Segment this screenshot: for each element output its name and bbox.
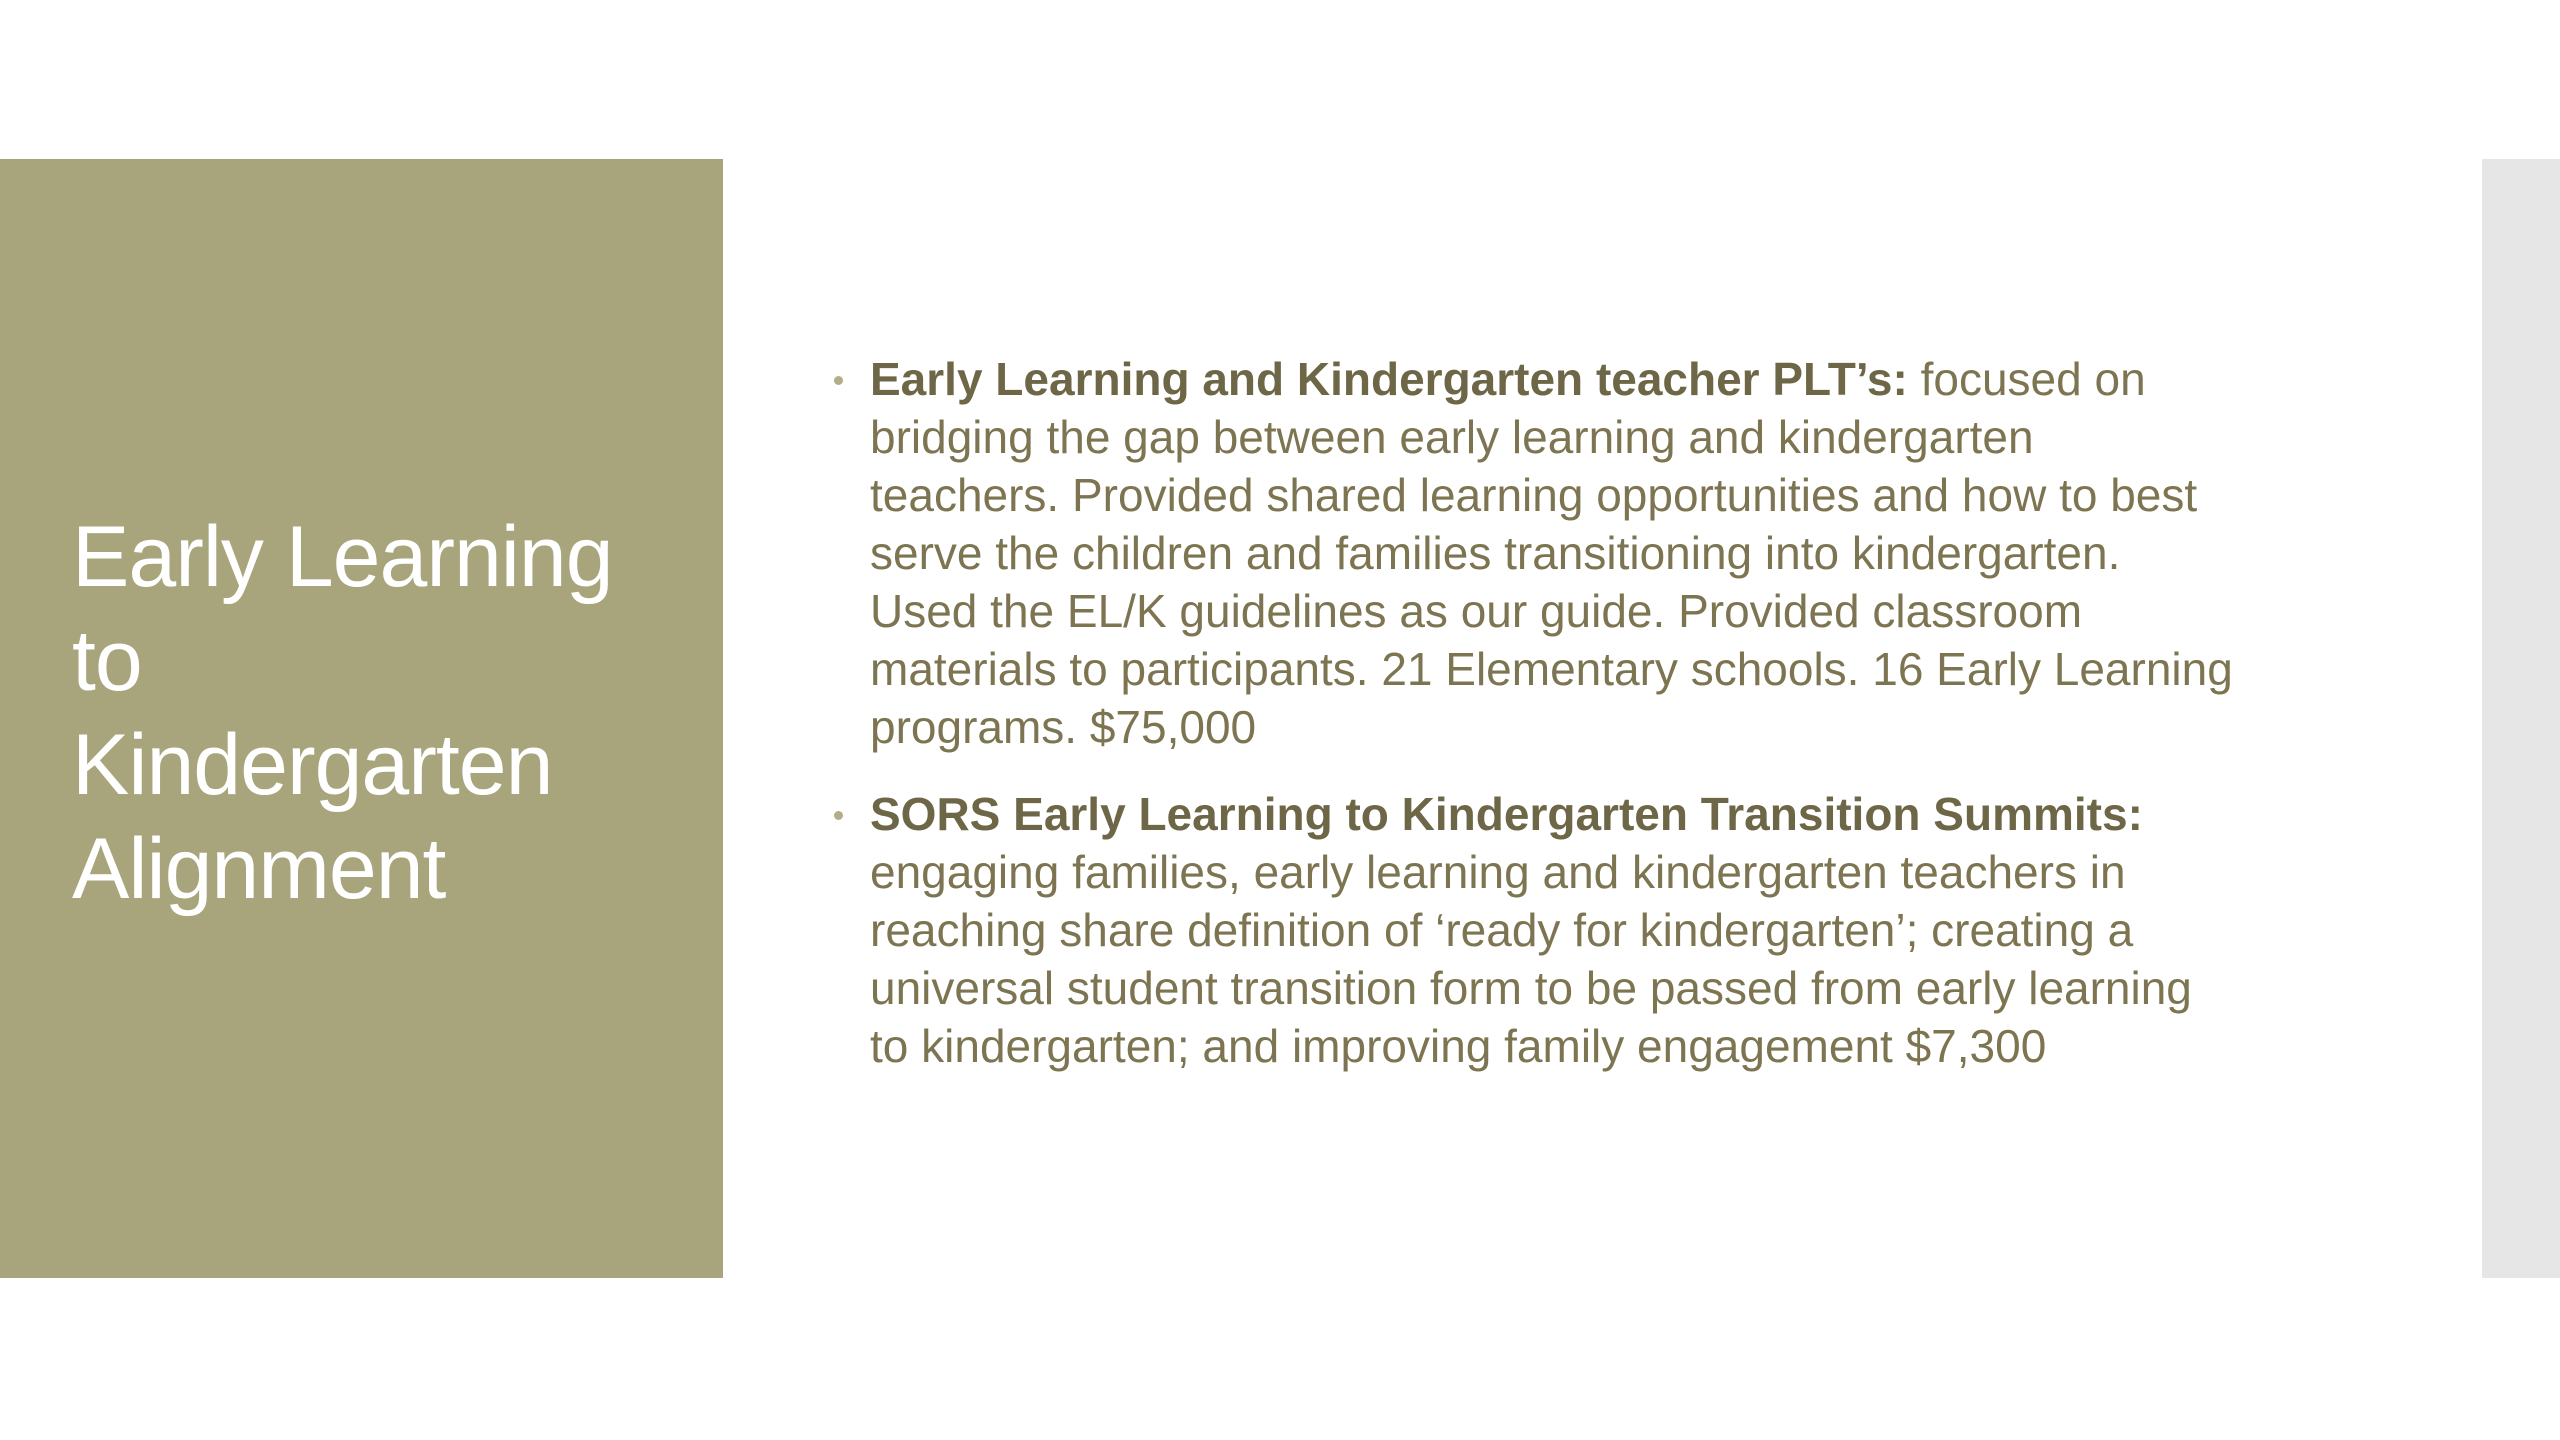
slide-title <box>72 505 692 921</box>
bullet-text-line: programs. $75,000 <box>870 701 1257 753</box>
bullet-heading: SORS Early Learning to Kindergarten Transition Summits: <box>870 788 2143 840</box>
bullet-dot-icon <box>834 376 843 385</box>
content-area <box>820 350 2380 1104</box>
bullet-item-plt <box>820 350 2380 756</box>
bullet-text-line: engaging families, early learning and kindergarten teachers in <box>870 846 2126 898</box>
bullet-first-line <box>870 785 2380 843</box>
bullet-text-line: bridging the gap between early learning and kindergarten <box>870 411 2034 463</box>
title-line: Early Learning <box>72 509 613 605</box>
title-line: Alignment <box>72 821 446 917</box>
bullet-heading: Early Learning and Kindergarten teacher PLT’s: <box>870 353 1908 405</box>
bullet-text: focused on <box>1907 353 2146 405</box>
bullet-item-summits <box>820 785 2380 1075</box>
title-line: to <box>72 613 142 709</box>
side-strip <box>2482 159 2560 1278</box>
bullet-text-line: teachers. Provided shared learning opportunities and how to best <box>870 469 2198 521</box>
bullet-text-line: materials to participants. 21 Elementary schools. 16 Early Learning <box>870 643 2233 695</box>
bullet-dot-icon <box>834 811 843 820</box>
bullet-text-line: reaching share definition of ‘ready for kindergarten’; creating a <box>870 904 2134 956</box>
bullet-text-line: Used the EL/K guidelines as our guide. Provided classroom <box>870 585 2083 637</box>
bullet-first-line <box>870 350 2380 408</box>
bullet-list <box>820 350 2380 1075</box>
bullet-text-line: to kindergarten; and improving family engagement $7,300 <box>870 1020 2047 1072</box>
bullet-text-line: universal student transition form to be passed from early learning <box>870 962 2192 1014</box>
bullet-text-line: serve the children and families transitioning into kindergarten. <box>870 527 2121 579</box>
title-line: Kindergarten <box>72 717 553 813</box>
